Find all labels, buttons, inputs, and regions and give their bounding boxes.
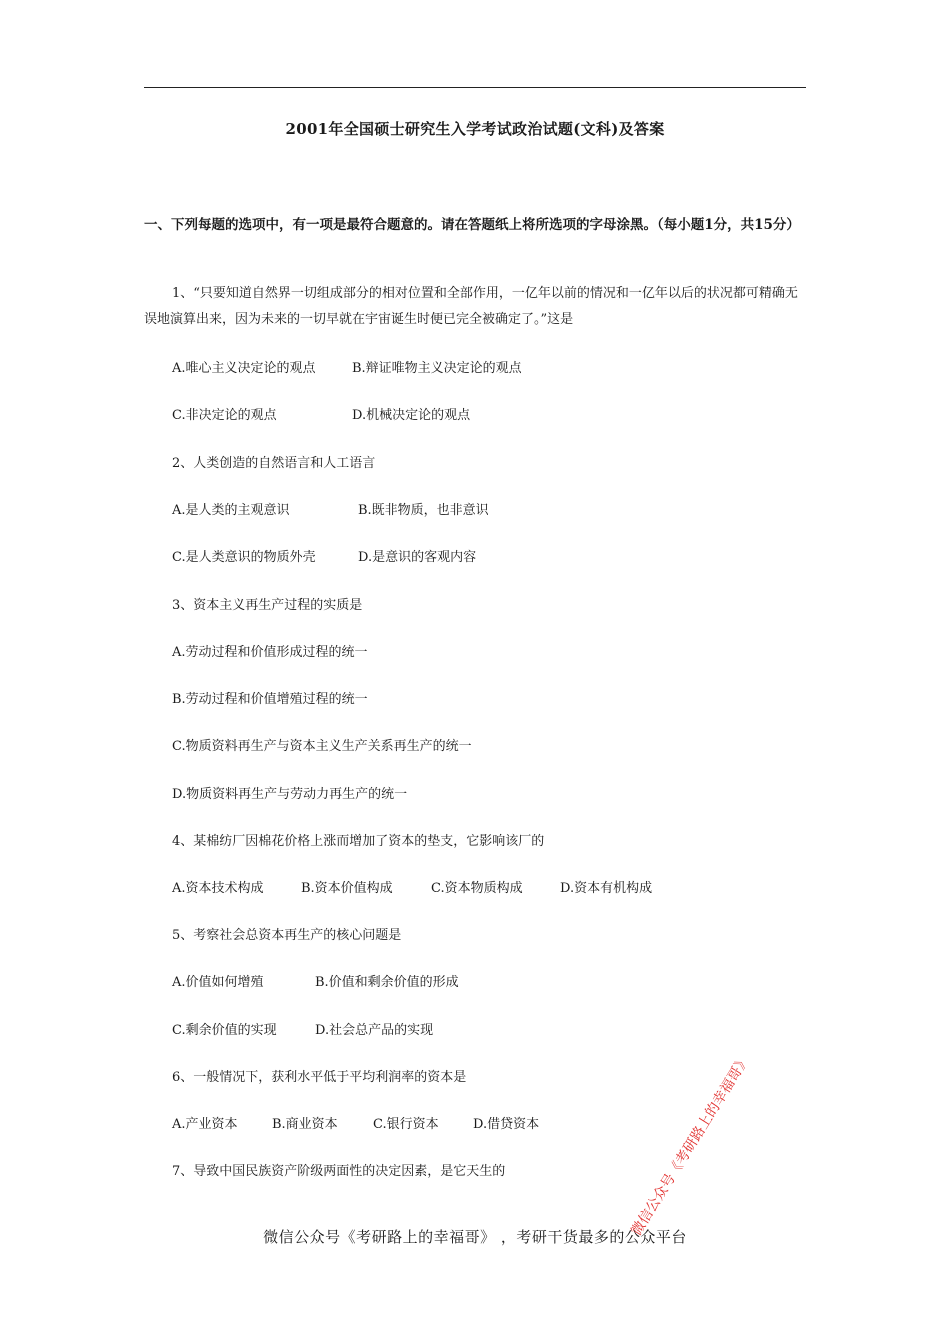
q6-option-d: D.借贷资本 [473,1117,540,1132]
question-1-options-row-2 [172,404,470,423]
q2-option-c: C.是人类意识的物质外壳 [172,550,316,565]
page-footer: 微信公众号《考研路上的幸福哥》 ，考研干货最多的公众平台 [263,1228,687,1246]
header-rule [144,87,806,88]
q5-option-b: B.价值和剩余价值的形成 [315,975,459,990]
page-title: 2001年全国硕士研究生入学考试政治试题(文科)及答案 [285,120,665,138]
section-heading: 一、下列每题的选项中，有一项是最符合题意的。请在答题纸上将所选项的字母涂黑。（每小题1分，共15分） [144,217,800,233]
q1-option-a: A.唯心主义决定论的观点 [172,361,316,376]
q2-option-a: A.是人类的主观意识 [172,503,290,518]
question-7-stem: 7、导致中国民族资产阶级两面性的决定因素，是它天生的 [172,1164,506,1179]
q3-option-b: B.劳动过程和价值增殖过程的统一 [172,692,368,707]
question-5-options-row-1 [172,971,459,990]
q5-option-d: D.社会总产品的实现 [315,1023,434,1038]
watermark-stamp: 微信公众号《考研路上的幸福哥》 [628,1052,754,1239]
question-3-stem: 3、资本主义再生产过程的实质是 [172,598,363,613]
question-6-options-row [172,1113,539,1132]
question-4-stem: 4、某棉纺厂因棉花价格上涨而增加了资本的垫支，它影响该厂的 [172,834,545,849]
question-5-options-row-2 [172,1019,433,1038]
q5-option-c: C.剩余价值的实现 [172,1023,277,1038]
question-6-stem: 6、一般情况下，获利水平低于平均利润率的资本是 [172,1070,467,1085]
q1-option-b: B.辩证唯物主义决定论的观点 [352,361,522,376]
question-2-options-row-1 [172,499,489,518]
question-1-options-row-1 [172,357,522,376]
q1-option-c: C.非决定论的观点 [172,408,277,423]
q4-option-c: C.资本物质构成 [431,881,523,896]
q4-option-b: B.资本价值构成 [301,881,393,896]
q6-option-b: B.商业资本 [272,1117,338,1132]
q3-option-c: C.物质资料再生产与资本主义生产关系再生产的统一 [172,739,472,754]
question-1-stem: 1、“只要知道自然界一切组成部分的相对位置和全部作用，一亿年以前的情况和一亿年以后的状况都可精确无误地演算出来，因为未来的一切早就在宇宙诞生时便已完全被确定了。”这是 [144,286,798,327]
question-2-options-row-2 [172,546,476,565]
question-5-stem: 5、考察社会总资本再生产的核心问题是 [172,928,402,943]
q4-option-d: D.资本有机构成 [560,881,653,896]
q6-option-a: A.产业资本 [172,1117,238,1132]
question-2-stem: 2、人类创造的自然语言和人工语言 [172,456,376,471]
q3-option-d: D.物质资料再生产与劳动力再生产的统一 [172,787,408,802]
q1-option-d: D.机械决定论的观点 [352,408,471,423]
q6-option-c: C.银行资本 [373,1117,439,1132]
question-4-options-row [172,877,652,896]
q3-option-a: A.劳动过程和价值形成过程的统一 [172,645,368,660]
q2-option-b: B.既非物质，也非意识 [358,503,489,518]
q5-option-a: A.价值如何增殖 [172,975,264,990]
q2-option-d: D.是意识的客观内容 [358,550,477,565]
q4-option-a: A.资本技术构成 [172,881,264,896]
